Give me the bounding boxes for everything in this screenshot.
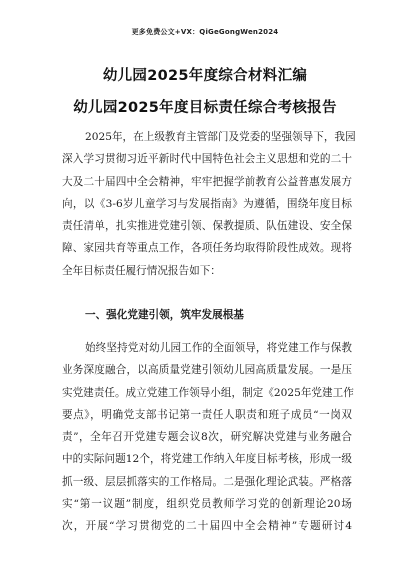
section-line: 实“第一议题”制度，组织党员教师学习党的创新理论20场 (62, 498, 352, 511)
section-heading: 一、强化党建引领，筑牢发展根基 (85, 309, 244, 321)
intro-line: 大及二十届四中全会精神，牢牢把握学前教育公益普惠发展方 (62, 175, 352, 188)
document-subtitle: 幼儿园2025年度目标责任综合考核报告 (73, 100, 337, 116)
section-line: 始终坚持党对幼儿园工作的全面领导，将党建工作与保教 (85, 342, 352, 354)
intro-paragraph (62, 126, 356, 282)
intro-line: 障、家园共育等重点工作，各项任务均取得阶段性成效。现将 (62, 242, 352, 255)
header-note: 更多免费公文+VX：QiGeGongWen2024 (131, 28, 279, 36)
intro-line: 全年目标责任履行情况报告如下： (62, 264, 221, 277)
intro-line: 2025年，在上级教育主管部门及党委的坚强领导下，我园 (85, 131, 356, 143)
section-line: 业务深度融合，以高质量党建引领幼儿园高质量发展。一是压 (62, 364, 352, 377)
intro-line: 责任清单，扎实推进党建引领、保教提质、队伍建设、安全保 (62, 220, 352, 233)
section-paragraph (62, 337, 352, 538)
intro-line: 深入学习贯彻习近平新时代中国特色社会主义思想和党的二十 (62, 153, 352, 166)
section-line: 责”，全年召开党建专题会议8次，研究解决党建与业务融合 (62, 431, 352, 444)
section-line: 实党建责任。成立党建工作领导小组，制定《2025年党建工作 (62, 386, 354, 399)
section-line: 中的实际问题12个，将党建工作纳入年度目标考核，形成一级 (62, 453, 352, 466)
section-line: 抓一级、层层抓落实的工作格局。二是强化理论武装。严格落 (62, 475, 352, 488)
intro-line: 向，以《3-6岁儿童学习与发展指南》为遵循，围绕年度目标 (62, 197, 352, 210)
section-line: 要点》，明确党支部书记第一责任人职责和班子成员“一岗双 (62, 408, 352, 421)
document-main-title: 幼儿园2025年度综合材料汇编 (102, 68, 308, 84)
section-line: 次，开展“学习贯彻党的二十届四中全会精神”专题研讨4 (62, 520, 352, 533)
